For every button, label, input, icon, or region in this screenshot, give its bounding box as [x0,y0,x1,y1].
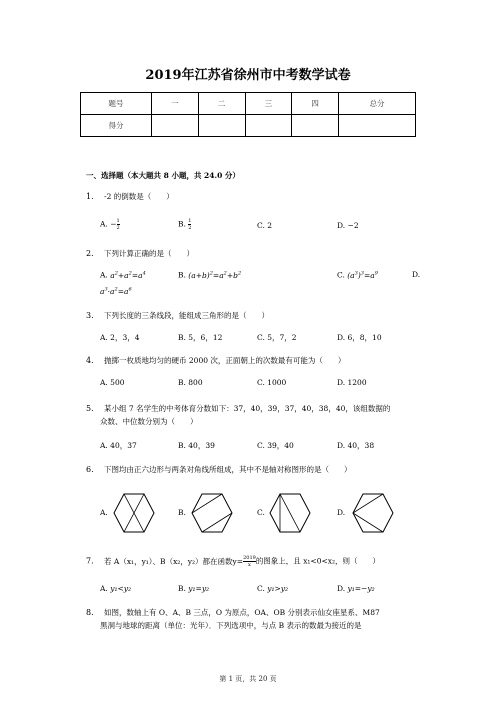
option-b[interactable] [178,584,209,593]
option-value: y₁<y₂ [110,584,131,593]
option-letter: D. [412,270,421,279]
question-text: 抛掷一枚质地均匀的硬币 2000 次，正面朝上的次数最有可能为（ ） [104,356,346,365]
option-letter: C. [257,221,265,230]
question-number: 1. [86,192,94,201]
option-d[interactable] [337,221,359,230]
hexagon-figure-d[interactable] [352,493,394,533]
option-d[interactable] [412,270,420,279]
page-title: 2019年江苏省徐州市中考数学试卷 [145,68,351,83]
option-math: $a^2+a^2=a^4$ [110,270,146,280]
fraction-numerator: 1 [188,218,192,224]
score-cell[interactable] [152,115,199,137]
question-number: 4. [86,356,94,365]
option-value: y₁=−y₂ [347,584,375,593]
question-text: 如图，数轴上有 O、A、B 三点，O 为原点，OA、OB 分别表示仙女座星系、M87 [104,608,380,617]
option-letter: A. [100,270,108,280]
question-text-continued: 众数、中位数分别为（ ） [100,417,198,426]
option-b[interactable] [178,218,191,231]
option-a[interactable]: A. 40，37 [100,441,137,450]
option-a[interactable] [100,218,120,231]
question-text: 下列长度的三条线段，能组成三角形的是（ ） [104,311,270,320]
question-5 [86,403,390,414]
score-table-header-row [81,93,416,115]
score-cell[interactable] [245,115,292,137]
option-d[interactable]: D. 40，38 [337,441,375,450]
question-number: 5. [86,404,94,413]
question-number: 8. [86,608,94,617]
option-letter: D. [337,584,346,593]
option-a[interactable] [100,270,146,280]
fraction-numerator: 2019 [243,555,256,561]
question-text: -2 的倒数是（ ） [104,192,174,201]
score-header-cell: 二 [198,93,245,115]
question-number: 3. [86,311,94,320]
score-table [80,92,416,137]
option-c[interactable] [257,584,288,593]
question-7 [86,555,380,568]
option-c[interactable]: C. 1000 [257,378,287,387]
score-header-cell: 总分 [339,93,416,115]
question-4 [86,355,345,366]
fraction [188,218,191,231]
question-text: 下列计算正确的是（ ） [104,249,195,258]
question-text: 若 A（x₁，y₁）、B（x₂，y₂）都在函数y= [104,556,244,566]
section-heading: 一、选择题（本大题共 8 小题，共 24.0 分） [86,171,240,180]
fraction-denominator: 2 [116,225,120,231]
option-d[interactable] [337,584,375,593]
fraction [243,555,256,568]
score-table-score-row [81,115,416,137]
option-b[interactable]: B. 40，39 [178,441,215,450]
option-value: 2 [267,221,273,230]
option-c[interactable] [337,270,378,280]
option-math: $(a+b)^2=a^2+b^2$ [188,270,242,280]
question-text: 下图均由正六边形与两条对角线所组成，其中不是轴对称图形的是（ ） [104,465,352,474]
fraction-denominator: x [248,562,251,568]
option-letter: C. [257,584,265,593]
option-d[interactable]: D. [337,508,346,517]
option-d[interactable]: D. 1200 [337,378,367,387]
question-number: 7. [86,556,94,566]
question-8 [86,607,380,618]
score-cell[interactable] [339,115,416,137]
option-a[interactable]: A. 500 [100,378,125,387]
option-letter: A. [100,584,108,593]
option-c[interactable]: C. [257,508,265,517]
option-c[interactable]: C. 39，40 [257,441,294,450]
question-text: 的图象上，且 x₁<0<x₂，则（ ） [255,556,381,566]
hexagon-figure-b[interactable] [191,493,233,533]
fraction-denominator: 2 [188,225,192,231]
question-2 [86,248,194,259]
option-letter: C. [337,270,345,280]
hexagon-figure-a[interactable] [113,493,155,533]
page-footer: 第 1 页，共 20 页 [219,675,277,683]
score-header-cell: 三 [245,93,292,115]
question-1 [86,191,174,202]
option-sign: − [110,219,117,229]
option-c[interactable] [257,221,272,230]
option-math: $(a^3)^3=a^9$ [347,270,378,280]
option-a[interactable]: A. 2，3，4 [100,333,140,342]
fraction-numerator: 1 [116,218,120,224]
option-letter: B. [178,270,186,280]
score-row-label: 得分 [81,115,152,137]
option-a[interactable] [100,584,131,593]
option-math: $a^3\cdot a^2=a^6$ [100,286,132,296]
hexagon-figure-c[interactable] [269,493,311,533]
option-letter: B. [178,584,186,593]
option-b[interactable]: B. 800 [178,378,203,387]
question-text-continued: 黑洞与地球的距离（单位：光年）．下列选项中，与点 B 表示的数最为接近的是 [100,621,362,630]
score-cell[interactable] [198,115,245,137]
score-header-cell: 一 [152,93,199,115]
question-3 [86,310,269,321]
question-6 [86,464,352,475]
option-letter: B. [178,219,186,229]
option-a[interactable]: A. [100,508,108,517]
score-header-cell: 四 [292,93,339,115]
question-number: 6. [86,465,94,474]
option-b[interactable] [178,270,241,280]
option-d-expression [100,286,132,296]
score-cell[interactable] [292,115,339,137]
option-letter: A. [100,219,108,229]
option-letter: D. [337,221,346,230]
option-d[interactable]: D. 6，8，10 [337,333,382,342]
option-value: y₁>y₂ [267,584,289,593]
option-value: −2 [347,221,359,230]
option-value: y₁=y₂ [188,584,210,593]
fraction [117,218,120,231]
score-header-cell: 题号 [81,93,152,115]
question-number: 2. [86,249,94,258]
option-c[interactable]: C. 5，7，2 [257,333,297,342]
option-b[interactable]: B. 5，6，12 [178,333,223,342]
option-b[interactable]: B. [178,508,186,517]
question-text: 某小组 7 名学生的中考体育分数如下：37，40，39，37，40，38，40，该组数据的 [104,404,391,413]
